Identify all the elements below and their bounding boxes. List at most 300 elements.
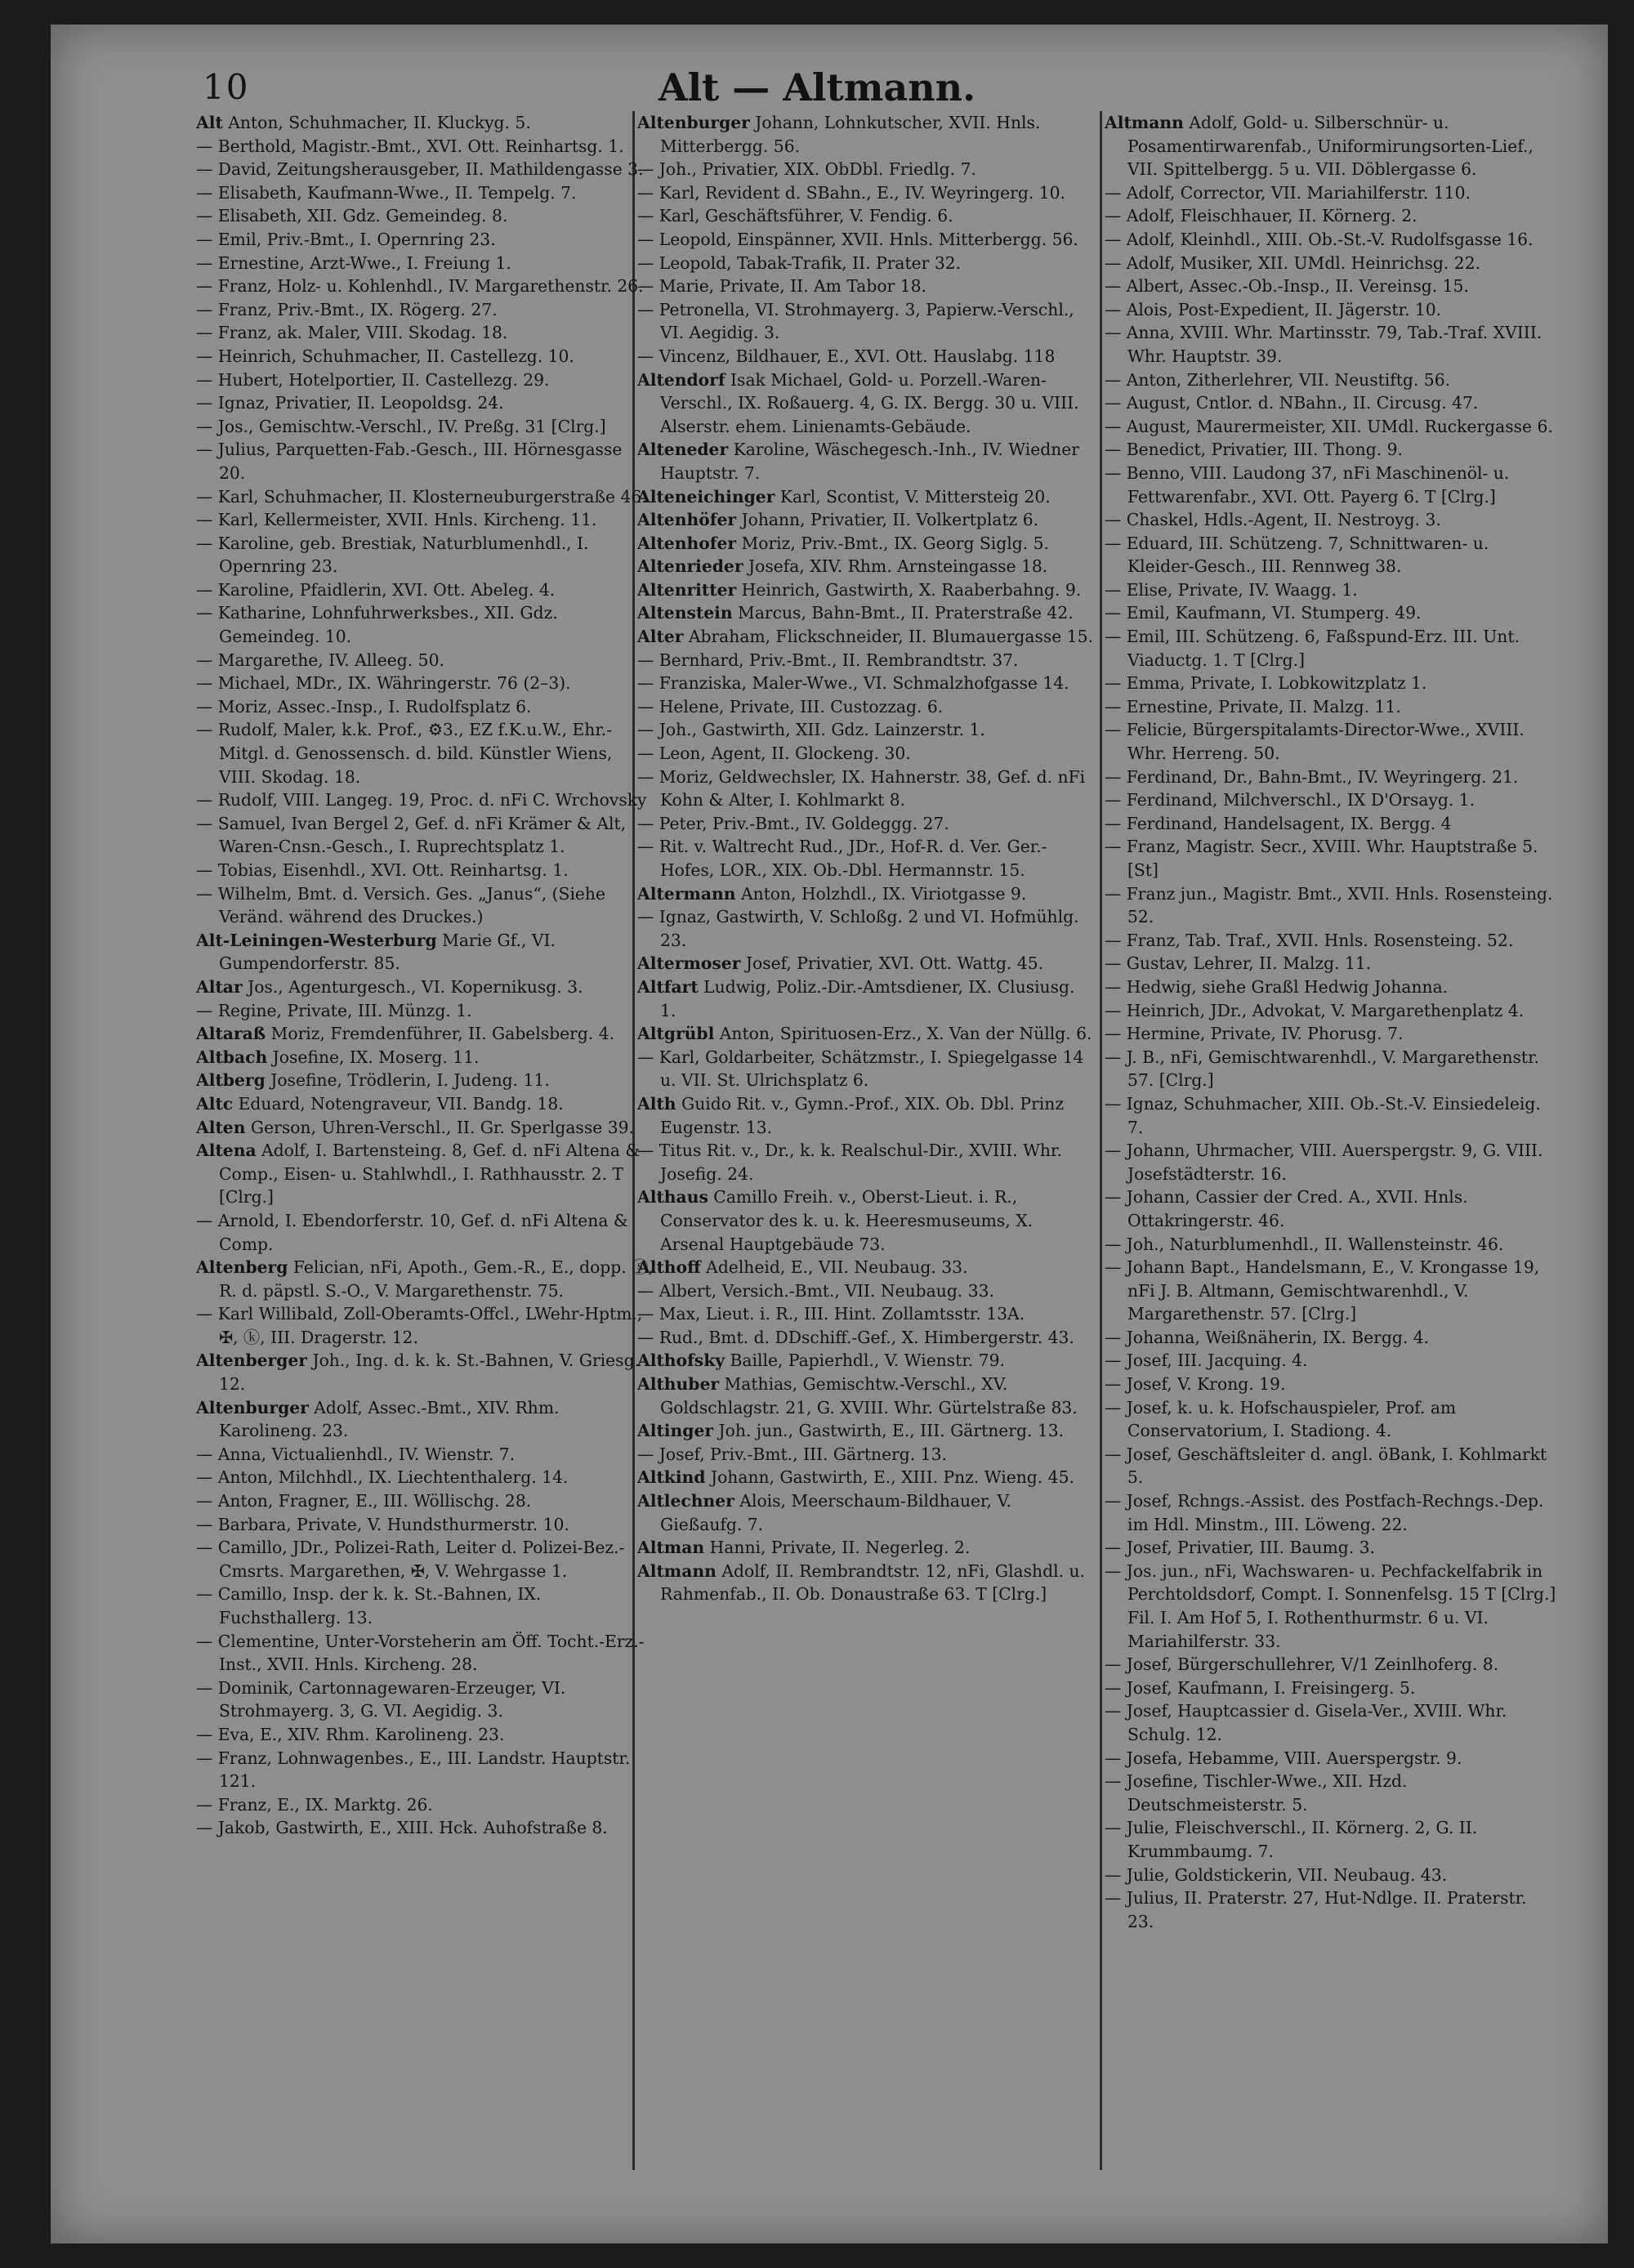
directory-entry — [1105, 952, 1558, 976]
running-head: Alt — Altmann. — [658, 65, 976, 109]
directory-entry — [196, 1139, 654, 1209]
entry-text: — Franz, E., IX. Marktg. 26. — [196, 1794, 433, 1815]
directory-entry — [196, 1046, 654, 1069]
directory-entry — [196, 438, 654, 484]
entry-text: — Katharine, Lohnfuhrwerksbes., XII. Gdz. Gemeindeg. 10. — [196, 603, 558, 647]
directory-entry — [637, 952, 1095, 976]
directory-entry — [196, 1396, 654, 1443]
entry-text: Baille, Papierhdl., V. Wienstr. 79. — [725, 1351, 1005, 1371]
entry-text: — Emma, Private, I. Lobkowitzplatz 1. — [1105, 673, 1427, 694]
entry-text: Adolf, II. Rembrandtstr. 12, nFi, Glashdl. u. Rahmenfab., II. Ob. Donaustraße 63. T [Clrg.] — [660, 1560, 1085, 1605]
directory-entry — [1105, 1770, 1558, 1816]
entry-text: — Jakob, Gastwirth, E., XIII. Hck. Auhofstraße 8. — [196, 1818, 608, 1838]
directory-entry — [1105, 1886, 1558, 1933]
entry-headword: Alt-Leiningen-Westerburg — [196, 930, 437, 950]
entry-text: — Julie, Goldstickerin, VII. Neubaug. 43. — [1105, 1864, 1448, 1885]
entry-headword: Altgrübl — [637, 1024, 715, 1044]
directory-entry — [1105, 1373, 1558, 1396]
directory-entry — [637, 368, 1095, 439]
directory-entry — [637, 742, 1095, 766]
directory-column-3 — [1105, 111, 1558, 2170]
entry-text: — Ferdinand, Milchverschl., IX D'Orsayg. 1. — [1105, 790, 1476, 810]
entry-text: — Anna, Victualienhdl., IV. Wienstr. 7. — [196, 1444, 516, 1464]
entry-text: — Vincenz, Bildhauer, E., XVI. Ott. Hauslabg. 118 — [637, 346, 1056, 366]
directory-entry — [1105, 275, 1558, 298]
directory-entry — [1105, 766, 1558, 789]
directory-entry — [196, 1747, 654, 1793]
entry-headword: Altenritter — [637, 579, 737, 600]
directory-entry — [196, 1116, 654, 1140]
entry-text: Alois, Meerschaum-Bildhauer, V. Gießaufg. 7. — [660, 1491, 1011, 1534]
entry-text: — Ernestine, Arzt-Wwe., I. Freiung 1. — [196, 252, 511, 273]
entry-text: — Karoline, Pfaidlerin, XVI. Ott. Abeleg. 4. — [196, 579, 556, 600]
directory-entry — [196, 1443, 654, 1467]
entry-text: — Leon, Agent, II. Glockeng. 30. — [637, 743, 911, 764]
directory-column-2 — [637, 111, 1095, 2170]
entry-headword: Alten — [196, 1117, 246, 1137]
directory-entry — [637, 1046, 1095, 1092]
entry-text: — Josef, Kaufmann, I. Freisingerg. 5. — [1105, 1677, 1416, 1698]
entry-text: Marie Gf., VI. Gumpendorferstr. 85. — [219, 930, 556, 974]
directory-entry — [1105, 462, 1558, 508]
entry-text: — Franz jun., Magistr. Bmt., XVII. Hnls. Rosensteing. 52. — [1105, 883, 1553, 927]
entry-text: — Albert, Versich.-Bmt., VII. Neubaug. 33. — [637, 1280, 994, 1301]
entry-text: — Chaskel, Hdls.-Agent, II. Nestroyg. 3. — [1105, 510, 1441, 530]
entry-text: — Wilhelm, Bmt. d. Versich. Ges. „Janus“, (Siehe Veränd. während des Druckes.) — [196, 883, 605, 927]
directory-entry — [1105, 1326, 1558, 1350]
directory-entry — [637, 1443, 1095, 1467]
entry-text: Adolf, Assec.-Bmt., XIV. Rhm. Karolineng. 23. — [219, 1397, 560, 1441]
entry-text: — Elise, Private, IV. Waagg. 1. — [1105, 579, 1358, 600]
entry-text: — Heinrich, Schuhmacher, II. Castellezg. 10. — [196, 346, 574, 366]
directory-entry — [196, 252, 654, 275]
entry-text: — Emil, Kaufmann, VI. Stumperg. 49. — [1105, 603, 1422, 623]
directory-entry — [637, 695, 1095, 719]
entry-text: — Johann Bapt., Handelsmann, E., V. Krongasse 19, nFi J. B. Altmann, Gemischtwarenhdl., V. Margarethenstr. 57. [Clrg.] — [1105, 1257, 1540, 1324]
directory-entry — [637, 812, 1095, 836]
entry-text: Joh. jun., Gastwirth, E., III. Gärtnerg. 13. — [713, 1421, 1065, 1441]
directory-entry — [1105, 1560, 1558, 1653]
directory-entry — [196, 532, 654, 578]
entry-text: — Gustav, Lehrer, II. Malzg. 11. — [1105, 953, 1372, 974]
directory-entry — [196, 415, 654, 439]
entry-text: — Adolf, Kleinhdl., XIII. Ob.-St.-V. Rudolfsgasse 16. — [1105, 229, 1534, 249]
entry-text: — Eva, E., XIV. Rhm. Karolineng. 23. — [196, 1724, 505, 1744]
entry-text: — Alois, Post-Expedient, II. Jägerstr. 10. — [1105, 299, 1442, 319]
entry-text: — Camillo, Insp. der k. k. St.-Bahnen, IX. Fuchsthallerg. 13. — [196, 1584, 542, 1627]
directory-entry — [637, 1185, 1095, 1256]
entry-headword: Althuber — [637, 1374, 720, 1395]
entry-text: — Josef, V. Krong. 19. — [1105, 1374, 1286, 1395]
directory-entry — [1105, 999, 1558, 1023]
entry-headword: Altenberg — [196, 1257, 288, 1278]
directory-entry — [196, 228, 654, 252]
directory-entry — [196, 1302, 654, 1349]
directory-entry — [637, 158, 1095, 181]
entry-text: — Dominik, Cartonnagewaren-Erzeuger, VI. Strohmayerg. 3, G. VI. Aegidig. 3. — [196, 1677, 566, 1721]
entry-text: — Bernhard, Priv.-Bmt., II. Rembrandtstr. 37. — [637, 650, 1019, 670]
entry-headword: Alteneichinger — [637, 486, 775, 507]
directory-entry — [1105, 578, 1558, 602]
entry-headword: Althofsky — [637, 1351, 725, 1371]
entry-headword: Altmann — [1105, 113, 1184, 132]
entry-text: — Josef, Privatier, III. Baumg. 3. — [1105, 1538, 1375, 1558]
entry-text: — Joh., Naturblumenhdl., II. Wallensteinstr. 46. — [1105, 1234, 1504, 1254]
entry-text: Anton, Schuhmacher, II. Kluckyg. 5. — [222, 113, 531, 132]
directory-entry — [637, 601, 1095, 625]
entry-text: — Ferdinand, Dr., Bahn-Bmt., IV. Weyringerg. 21. — [1105, 766, 1519, 787]
entry-text: Moriz, Fremdenführer, II. Gabelsberg. 4. — [266, 1024, 615, 1044]
entry-text: — Karl, Revident d. SBahn., E., IV. Weyringerg. 10. — [637, 182, 1065, 203]
entry-headword: Altfart — [637, 976, 699, 997]
directory-entry — [637, 766, 1095, 812]
entry-text: — Adolf, Musiker, XII. UMdl. Heinrichsg. 22. — [1105, 252, 1481, 273]
entry-text: — Karl Willibald, Zoll-Oberamts-Offcl., LWehr-Hptm., ✠, ⓚ, III. Dragerstr. 12. — [196, 1304, 643, 1347]
entry-text: Johann, Gastwirth, E., XIII. Pnz. Wieng. 45. — [705, 1467, 1074, 1488]
entry-text: — Hubert, Hotelportier, II. Castellezg. 29. — [196, 369, 550, 390]
directory-entry — [196, 695, 654, 719]
entry-text: Gerson, Uhren-Verschl., II. Gr. Sperlgasse 39. — [245, 1117, 634, 1137]
directory-entry — [1105, 438, 1558, 462]
entry-headword: Altenburger — [196, 1397, 309, 1418]
entry-text: Isak Michael, Gold- u. Porzell.-Waren-Verschl., IX. Roßauerg. 4, G. IX. Bergg. 30 u. VIII. Alserstr. ehem. Linienamts-Gebäude. — [660, 369, 1079, 436]
entry-headword: Altendorf — [637, 369, 725, 390]
entry-text: Josef, Privatier, XVI. Ott. Wattg. 45. — [740, 953, 1044, 974]
directory-entry — [1105, 1022, 1558, 1046]
directory-entry — [637, 1279, 1095, 1303]
entry-text: — Josef, Geschäftsleiter d. angl. öBank, I. Kohlmarkt 5. — [1105, 1444, 1547, 1488]
entry-text: — Josef, Bürgerschullehrer, V/1 Zeinlhoferg. 8. — [1105, 1654, 1499, 1675]
entry-text: — Helene, Private, III. Custozzag. 6. — [637, 696, 944, 717]
directory-entry — [196, 345, 654, 368]
entry-text: — Emil, III. Schützeng. 6, Faßspund-Erz. III. Unt. Viaductg. 1. T [Clrg.] — [1105, 627, 1520, 670]
directory-entry — [637, 345, 1095, 368]
directory-entry — [637, 485, 1095, 509]
entry-text: Johann, Privatier, II. Volkertplatz 6. — [736, 510, 1039, 530]
entry-headword: Altar — [196, 976, 243, 997]
entry-text: Johann, Lohnkutscher, XVII. Hnls. Mitterbergg. 56. — [660, 113, 1041, 156]
entry-text: — Rudolf, VIII. Langeg. 19, Proc. d. nFi C. Wrchovsky — [196, 790, 647, 810]
directory-entry — [196, 1069, 654, 1092]
entry-headword: Altaraß — [196, 1024, 266, 1044]
entry-headword: Altenhöfer — [637, 510, 737, 530]
directory-entry — [196, 1583, 654, 1629]
directory-column-1 — [196, 111, 654, 2170]
entry-headword: Altman — [637, 1538, 705, 1558]
directory-entry — [637, 905, 1095, 952]
entry-headword: Altkind — [637, 1467, 706, 1488]
entry-text: Jos., Agenturgesch., VI. Kopernikusg. 3. — [242, 976, 583, 997]
directory-entry — [637, 1466, 1095, 1489]
directory-entry — [196, 929, 654, 976]
entry-text: — Ernestine, Private, II. Malzg. 11. — [1105, 696, 1401, 717]
directory-entry — [637, 578, 1095, 602]
entry-text: — Albert, Assec.-Ob.-Insp., II. Vereinsg. 15. — [1105, 276, 1469, 297]
directory-entry — [1105, 1092, 1558, 1139]
entry-headword: Altenrieder — [637, 556, 743, 577]
entry-text: — Emil, Priv.-Bmt., I. Opernring 23. — [196, 229, 496, 249]
entry-text: — Rud., Bmt. d. DDschiff.-Gef., X. Himbergerstr. 43. — [637, 1327, 1074, 1347]
entry-text: — Josef, III. Jacquing. 4. — [1105, 1351, 1308, 1371]
entry-text: — Berthold, Magistr.-Bmt., XVI. Ott. Reinhartsg. 1. — [196, 136, 624, 156]
directory-entry — [196, 1723, 654, 1747]
directory-entry — [637, 532, 1095, 556]
directory-entry — [1105, 321, 1558, 368]
entry-text: — Camillo, JDr., Polizei-Rath, Leiter d. Polizei-Bez.-Cmsrts. Margarethen, ✠, V. Wehrgasse 1. — [196, 1538, 625, 1581]
column-rule — [1100, 111, 1102, 2170]
directory-entry — [1105, 1816, 1558, 1863]
entry-text: — Franz, Priv.-Bmt., IX. Rögerg. 27. — [196, 299, 498, 319]
entry-headword: Altinger — [637, 1421, 714, 1441]
directory-entry — [1105, 835, 1558, 882]
entry-text: — Marie, Private, II. Am Tabor 18. — [637, 276, 926, 297]
entry-headword: Altmann — [637, 1560, 717, 1581]
entry-text: Hanni, Private, II. Negerleg. 2. — [704, 1538, 971, 1558]
entry-text: — Johann, Cassier der Cred. A., XVII. Hnls. Ottakringerstr. 46. — [1105, 1187, 1468, 1230]
directory-entry — [1105, 298, 1558, 322]
entry-text: Karoline, Wäschegesch.-Inh., IV. Wiedner Hauptstr. 7. — [660, 440, 1079, 483]
entry-text: — Anton, Milchhdl., IX. Liechtenthalerg. 14. — [196, 1467, 569, 1488]
entry-text: Camillo Freih. v., Oberst-Lieut. i. R., Conservator des k. u. k. Heeresmuseums, X. Arsenal Hauptgebäude 73. — [660, 1187, 1034, 1254]
directory-entry — [196, 181, 654, 205]
entry-text: — Peter, Priv.-Bmt., IV. Goldeggg. 27. — [637, 813, 949, 833]
directory-entry — [1105, 1699, 1558, 1746]
entry-text: — Leopold, Tabak-Trafik, II. Prater 32. — [637, 252, 962, 273]
directory-entry — [637, 625, 1095, 649]
entry-text: — Josef, Rchngs.-Assist. des Postfach-Rechngs.-Dep. im Hdl. Minstm., III. Löweng. 22. — [1105, 1491, 1544, 1534]
directory-entry — [637, 275, 1095, 298]
entry-text: — Karl, Geschäftsführer, V. Fendig. 6. — [637, 206, 953, 226]
entry-text: Adolf, Gold- u. Silberschnür- u. Posamentirwarenfab., Uniformirungsorten-Lief., VII. Spittelbergg. 5 u. VII. Döblergasse 6. — [1127, 113, 1534, 180]
directory-entry — [196, 718, 654, 788]
directory-entry — [1105, 1139, 1558, 1185]
directory-entry — [637, 204, 1095, 228]
directory-entry — [1105, 1864, 1558, 1887]
directory-entry — [637, 882, 1095, 906]
entry-text: Josefa, XIV. Rhm. Arnsteingasse 18. — [743, 556, 1048, 577]
directory-entry — [1105, 1676, 1558, 1700]
directory-entry — [196, 321, 654, 345]
entry-text: — Johann, Uhrmacher, VIII. Auerspergstr. 9, G. VIII. Josefstädterstr. 16. — [1105, 1141, 1543, 1184]
directory-entry — [196, 812, 654, 859]
entry-text: — Julie, Fleischverschl., II. Körnerg. 2, G. II. Krummbaumg. 7. — [1105, 1818, 1478, 1861]
entry-text: — Joh., Gastwirth, XII. Gdz. Lainzerstr. 1. — [637, 720, 985, 740]
entry-text: — Jos. jun., nFi, Wachswaren- u. Pechfackelfabrik in Perchtoldsdorf, Compt. I. Sonnenfelsg. 15 T [Clrg.] Fil. I. Am Hof 5, I. Rothenthurmstr. 6 u. VI. Mariahilferstr. 33. — [1105, 1560, 1556, 1651]
entry-headword: Altlechner — [637, 1491, 734, 1511]
directory-entry — [1105, 929, 1558, 953]
directory-entry — [637, 976, 1095, 1022]
directory-entry — [196, 111, 654, 135]
directory-entry — [1105, 625, 1558, 672]
directory-entry — [637, 1139, 1095, 1185]
entry-text: — Josef, Priv.-Bmt., III. Gärtnerg. 13. — [637, 1444, 947, 1464]
entry-text: Josefine, IX. Moserg. 11. — [267, 1047, 480, 1067]
directory-entry — [1105, 672, 1558, 695]
directory-entry — [637, 1092, 1095, 1139]
directory-entry — [196, 1536, 654, 1583]
entry-text: — Regine, Private, III. Münzg. 1. — [196, 1000, 472, 1020]
directory-entry — [1105, 1536, 1558, 1560]
directory-entry — [1105, 601, 1558, 625]
entry-headword: Altermoser — [637, 953, 741, 974]
entry-text: — Petronella, VI. Strohmayerg. 3, Papierw.-Verschl., VI. Aegidig. 3. — [637, 299, 1074, 343]
directory-entry — [196, 135, 654, 158]
entry-text: Marcus, Bahn-Bmt., II. Praterstraße 42. — [732, 603, 1074, 623]
directory-entry — [637, 672, 1095, 695]
directory-entry — [196, 204, 654, 228]
directory-entry — [196, 1630, 654, 1676]
entry-text: Ludwig, Poliz.-Dir.-Amtsdiener, IX. Clusiusg. 1. — [660, 976, 1075, 1020]
directory-entry — [1105, 1396, 1558, 1443]
entry-text: — Johanna, Weißnäherin, IX. Bergg. 4. — [1105, 1327, 1430, 1347]
entry-text: — Moriz, Geldwechsler, IX. Hahnerstr. 38, Gef. d. nFi Kohn & Alter, I. Kohlmarkt 8. — [637, 766, 1086, 810]
entry-text: Heinrich, Gastwirth, X. Raaberbahng. 9. — [736, 579, 1082, 600]
directory-entry — [637, 1560, 1095, 1606]
entry-headword: Altenburger — [637, 113, 750, 132]
entry-text: Adelheid, E., VII. Neubaug. 33. — [700, 1257, 968, 1278]
directory-entry — [637, 111, 1095, 158]
entry-text: — Franz, Tab. Traf., XVII. Hnls. Rosensteing. 52. — [1105, 930, 1514, 950]
entry-headword: Altenhofer — [637, 533, 737, 553]
directory-entry — [196, 1676, 654, 1723]
directory-entry — [637, 1373, 1095, 1419]
entry-headword: Alter — [637, 627, 684, 647]
directory-entry — [196, 1793, 654, 1817]
directory-entry — [196, 1256, 654, 1302]
directory-entry — [1105, 812, 1558, 836]
directory-entry — [1105, 695, 1558, 719]
directory-entry — [637, 1489, 1095, 1536]
directory-entry — [637, 1536, 1095, 1560]
entry-text: Adolf, I. Bartensteing. 8, Gef. d. nFi Altena & Comp., Eisen- u. Stahlwhdl., I. Rathhausstr. 2. T [Clrg.] — [219, 1141, 641, 1208]
entry-text: — Adolf, Corrector, VII. Mariahilferstr. 110. — [1105, 182, 1471, 203]
entry-headword: Altenberger — [196, 1351, 307, 1371]
entry-text: — Arnold, I. Ebendorferstr. 10, Gef. d. nFi Altena & Comp. — [196, 1210, 628, 1254]
directory-entry — [1105, 415, 1558, 439]
directory-entry — [1105, 1489, 1558, 1536]
entry-text: — Ferdinand, Handelsagent, IX. Bergg. 4 — [1105, 813, 1452, 833]
directory-entry — [196, 275, 654, 298]
directory-entry — [1105, 111, 1558, 181]
directory-entry — [196, 158, 654, 181]
directory-entry — [1105, 1233, 1558, 1257]
entry-headword: Althaus — [637, 1187, 708, 1208]
directory-entry — [637, 252, 1095, 275]
entry-text: Anton, Holzhdl., IX. Viriotgasse 9. — [735, 883, 1027, 904]
entry-text: — Moriz, Assec.-Insp., I. Rudolfsplatz 6. — [196, 696, 532, 717]
directory-entry — [637, 508, 1095, 532]
directory-entry — [196, 601, 654, 648]
entry-text: Joh., Ing. d. k. k. St.-Bahnen, V. Griesg. 12. — [219, 1351, 641, 1395]
directory-entry — [1105, 508, 1558, 532]
directory-entry — [196, 859, 654, 882]
entry-text: — Ignaz, Privatier, II. Leopoldsg. 24. — [196, 393, 504, 413]
entry-text: — Margarethe, IV. Alleeg. 50. — [196, 650, 444, 670]
entry-text: Felician, nFi, Apoth., Gem.-R., E., dopp. ⓢ, R. d. päpstl. S.-O., V. Margarethenstr. 75. — [219, 1257, 654, 1301]
entry-text: — Hermine, Private, IV. Phorusg. 7. — [1105, 1024, 1404, 1044]
directory-entry — [196, 485, 654, 509]
entry-text: Eduard, Notengraveur, VII. Bandg. 18. — [233, 1093, 564, 1114]
entry-headword: Altberg — [196, 1070, 266, 1091]
entry-headword: Alteneder — [637, 440, 729, 460]
directory-entry — [196, 1022, 654, 1046]
entry-text: — Karoline, geb. Brestiak, Naturblumenhdl., I. Opernring 23. — [196, 533, 589, 577]
entry-text: — Karl, Goldarbeiter, Schätzmstr., I. Spiegelgasse 14 u. VII. St. Ulrichsplatz 6. — [637, 1047, 1084, 1091]
entry-text: — Ignaz, Gastwirth, V. Schloßg. 2 und VI. Hofmühlg. 23. — [637, 907, 1079, 950]
entry-text: — Julius, Parquetten-Fab.-Gesch., III. Hörnesgasse 20. — [196, 440, 623, 483]
directory-entry — [1105, 204, 1558, 228]
directory-entry — [637, 555, 1095, 578]
entry-text: — Leopold, Einspänner, XVII. Hnls. Mitterbergg. 56. — [637, 229, 1078, 249]
directory-entry — [1105, 1747, 1558, 1770]
entry-text: — Ignaz, Schuhmacher, XIII. Ob.-St.-V. Einsiedeleig. 7. — [1105, 1093, 1541, 1137]
directory-entry — [196, 368, 654, 392]
entry-text: — Benno, VIII. Laudong 37, nFi Maschinenöl- u. Fettwarenfabr., XVI. Ott. Payerg 6. T [Clrg.] — [1105, 462, 1510, 507]
directory-entry — [637, 835, 1095, 882]
entry-text: Moriz, Priv.-Bmt., IX. Georg Siglg. 5. — [736, 533, 1049, 553]
entry-text: — Franz, Magistr. Secr., XVIII. Whr. Hauptstraße 5. [St] — [1105, 837, 1538, 880]
entry-text: — Eduard, III. Schützeng. 7, Schnittwaren- u. Kleider-Gesch., III. Rennweg 38. — [1105, 533, 1489, 577]
entry-text: — J. B., nFi, Gemischtwarenhdl., V. Margarethenstr. 57. [Clrg.] — [1105, 1047, 1539, 1091]
directory-entry — [196, 882, 654, 929]
directory-entry — [637, 181, 1095, 205]
directory-entry — [196, 1092, 654, 1116]
directory-entry — [196, 1209, 654, 1256]
entry-text: — David, Zeitungsherausgeber, II. Mathildengasse 3. — [196, 159, 644, 180]
entry-text: Mathias, Gemischtw.-Verschl., XV. Goldschlagstr. 21, G. XVIII. Whr. Gürtelstraße 83. — [660, 1374, 1078, 1418]
entry-text: — Anton, Fragner, E., III. Wöllischg. 28. — [196, 1491, 532, 1511]
entry-text: — Rit. v. Waltrecht Rud., JDr., Hof-R. d. Ver. Ger.-Hofes, LOR., XIX. Ob.-Dbl. Hermannstr. 15. — [637, 837, 1047, 880]
directory-entry — [196, 391, 654, 415]
directory-entry — [637, 1302, 1095, 1326]
entry-text: — Anna, XVIII. Whr. Martinsstr. 79, Tab.-Traf. XVIII. Whr. Hauptstr. 39. — [1105, 323, 1542, 366]
entry-text: — Adolf, Fleischhauer, II. Körnerg. 2. — [1105, 206, 1417, 226]
entry-text: — Josef, Hauptcassier d. Gisela-Ver., XVIII. Whr. Schulg. 12. — [1105, 1701, 1507, 1744]
directory-entry — [196, 1816, 654, 1840]
entry-text: — Elisabeth, Kaufmann-Wwe., II. Tempelg. 7. — [196, 182, 577, 203]
directory-entry — [1105, 1443, 1558, 1489]
entry-headword: Alt — [196, 113, 223, 132]
entry-text: — Julius, II. Praterstr. 27, Hut-Ndlge. II. Praterstr. 23. — [1105, 1888, 1527, 1931]
entry-text: — Karl, Schuhmacher, II. Klosterneuburgerstraße 46. — [196, 486, 647, 507]
entry-text: Karl, Scontist, V. Mittersteig 20. — [775, 486, 1051, 507]
directory-entry — [1105, 718, 1558, 765]
entry-text: — Franz, ak. Maler, VIII. Skodag. 18. — [196, 323, 508, 343]
entry-headword: Altc — [196, 1093, 234, 1114]
entry-text: — Titus Rit. v., Dr., k. k. Realschul-Dir., XVIII. Whr. Josefig. 24. — [637, 1141, 1062, 1184]
directory-entry — [196, 672, 654, 695]
directory-entry — [1105, 1653, 1558, 1676]
entry-text: — Michael, MDr., IX. Währingerstr. 76 (2–3). — [196, 673, 571, 694]
entry-text: Anton, Spirituosen-Erz., X. Van der Nüllg. 6. — [714, 1024, 1092, 1044]
directory-entry — [1105, 976, 1558, 999]
entry-text: — August, Cntlor. d. NBahn., II. Circusg. 47. — [1105, 393, 1479, 413]
entry-text: — Josefine, Tischler-Wwe., XII. Hzd. Deutschmeisterstr. 5. — [1105, 1771, 1408, 1815]
entry-text: Guido Rit. v., Gymn.-Prof., XIX. Ob. Dbl. Prinz Eugenstr. 13. — [660, 1093, 1065, 1137]
directory-entry — [196, 999, 654, 1023]
entry-text: — Josef, k. u. k. Hofschauspieler, Prof. am Conservatorium, I. Stadiong. 4. — [1105, 1397, 1457, 1441]
directory-entry — [1105, 368, 1558, 392]
entry-text: — Anton, Zitherlehrer, VII. Neustiftg. 56. — [1105, 369, 1451, 390]
directory-entry — [637, 1419, 1095, 1443]
directory-entry — [196, 1466, 654, 1489]
directory-entry — [637, 718, 1095, 742]
entry-text: — Elisabeth, XII. Gdz. Gemeindeg. 8. — [196, 206, 508, 226]
directory-entry — [196, 508, 654, 532]
entry-text: Josefine, Trödlerin, I. Judeng. 11. — [265, 1070, 550, 1091]
entry-text: — Karl, Kellermeister, XVII. Hnls. Kircheng. 11. — [196, 510, 597, 530]
directory-entry — [196, 1349, 654, 1395]
